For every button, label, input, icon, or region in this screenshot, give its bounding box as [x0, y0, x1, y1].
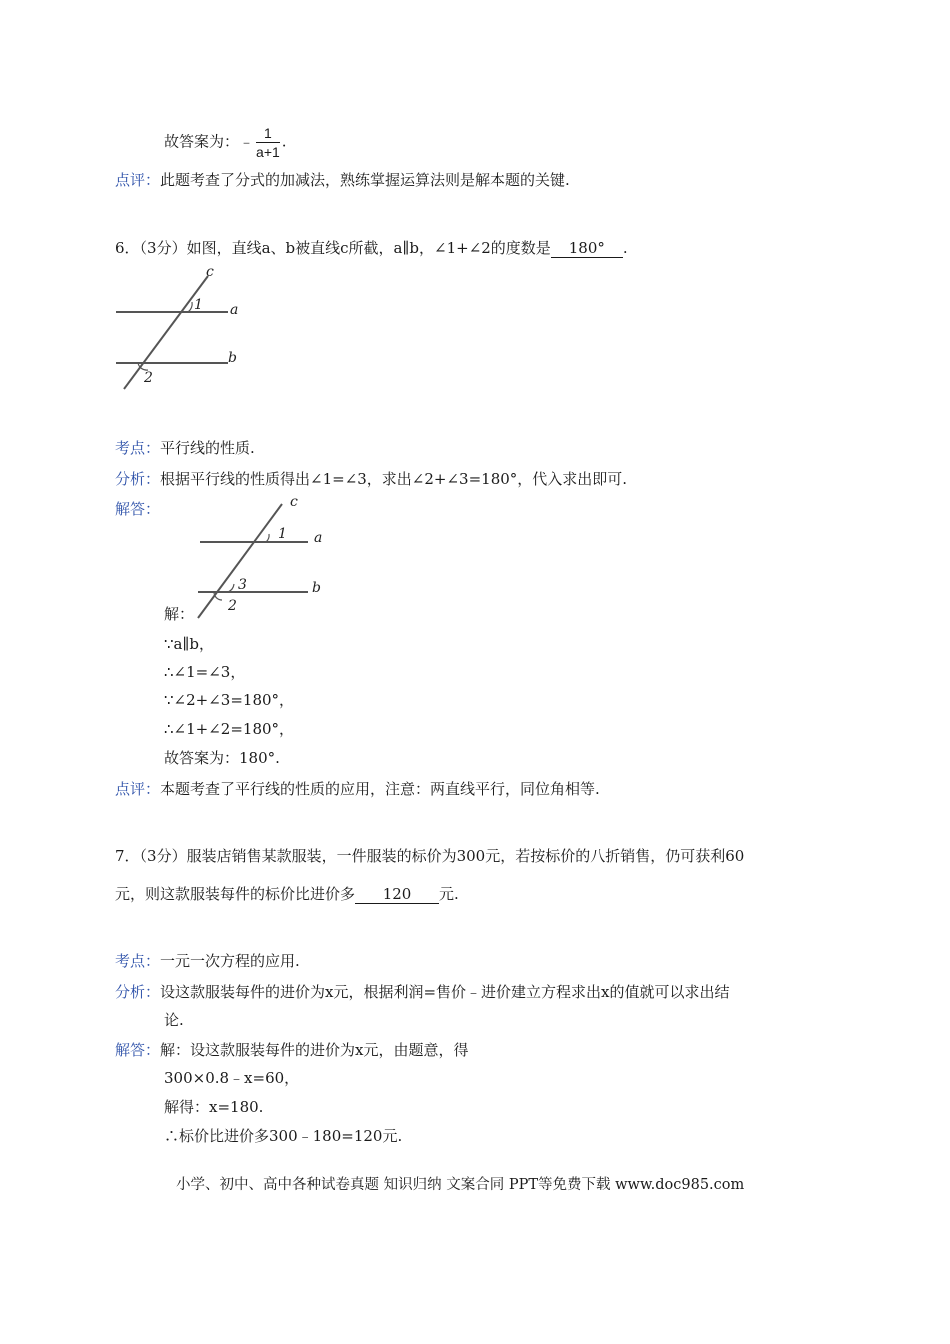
label-1: 1	[278, 526, 287, 542]
q6-jieda-label	[115, 499, 160, 519]
label-a: a	[314, 530, 323, 546]
q6-stem-end: .	[622, 239, 628, 257]
fraction	[256, 124, 280, 161]
comment-text: 此题考查了分式的加减法，熟练掌握运算法则是解本题的关键.	[160, 171, 570, 189]
label-b: b	[228, 350, 237, 366]
label-2: 2	[228, 598, 237, 614]
q6-fenxi	[115, 469, 627, 489]
q7-jieda	[115, 1040, 468, 1060]
q6-stem-text: 6．（3分）如图，直线a、b被直线c所截，a∥b，∠1+∠2的度数是	[115, 239, 551, 257]
angle-1-arc	[266, 534, 269, 542]
answer-suffix: .	[281, 132, 287, 151]
q7-step: 300×0.8﹣x=60，	[164, 1069, 300, 1087]
kaodian-text: 一元一次方程的应用.	[160, 952, 300, 970]
answer-sign: ﹣	[239, 132, 255, 151]
q6-figure-2	[192, 492, 332, 622]
label-c: c	[290, 494, 298, 510]
dianping-text: 本题考查了平行线的性质的应用，注意：两直线平行，同位角相等.	[160, 780, 600, 798]
q6-step: ∵a∥b，	[164, 635, 215, 653]
q7-step: 解：设这款服装每件的进价为x元，由题意，得	[160, 1041, 469, 1059]
q6-step: 解：	[164, 605, 195, 623]
q6-answer-blank: 180°	[551, 239, 623, 258]
angle-3-arc	[228, 584, 234, 592]
q6-dianping	[115, 779, 600, 799]
q6-step: ∴∠1=∠3，	[164, 663, 246, 681]
fenxi-label: 分析：	[115, 470, 161, 488]
q7-stem-line1: 7．（3分）服装店销售某款服装，一件服装的标价为300元，若按标价的八折销售，仍可获利60	[115, 847, 745, 865]
q7-answer-blank: 120	[355, 885, 439, 904]
line-c	[198, 504, 282, 618]
label-2: 2	[144, 370, 153, 386]
q7-step: ∴标价比进价多300﹣180=120元.	[164, 1127, 403, 1145]
q7-step: 解得：x=180.	[164, 1098, 264, 1116]
fraction-numerator: 1	[256, 124, 280, 143]
q7-stem-text: 元，则这款服装每件的标价比进价多	[115, 885, 356, 903]
q6-stem	[115, 238, 628, 258]
fraction-denominator: a+1	[256, 144, 280, 160]
q7-fenxi-line2: 论.	[164, 1011, 184, 1029]
jieda-label: 解答：	[115, 500, 161, 518]
kaodian-label: 考点：	[115, 439, 161, 457]
comment-label: 点评：	[115, 171, 161, 189]
q6-step: ∵∠2+∠3=180°，	[164, 691, 295, 709]
label-c: c	[206, 264, 214, 280]
q7-fenxi	[115, 982, 730, 1002]
kaodian-text: 平行线的性质.	[160, 439, 255, 457]
q6-kaodian	[115, 438, 255, 458]
answer-prefix: 故答案为：	[164, 132, 240, 151]
label-b: b	[312, 580, 321, 596]
fenxi-label: 分析：	[115, 983, 161, 1001]
label-a: a	[230, 302, 239, 318]
q7-stem-line2	[115, 884, 459, 904]
line-c	[124, 276, 208, 389]
kaodian-label: 考点：	[115, 952, 161, 970]
q7-kaodian	[115, 951, 300, 971]
label-1: 1	[194, 297, 203, 313]
answer-line-prev	[164, 124, 287, 161]
q6-figure-1	[108, 262, 268, 394]
page-footer: 小学、初中、高中各种试卷真题 知识归纳 文案合同 PPT等免费下载 www.doc985.com	[176, 1177, 745, 1193]
fenxi-text: 设这款服装每件的进价为x元，根据利润=售价﹣进价建立方程求出x的值就可以求出结	[160, 983, 730, 1001]
q6-step: ∴∠1+∠2=180°，	[164, 720, 295, 738]
jieda-label: 解答：	[115, 1041, 161, 1059]
q7-stem-end: 元.	[439, 885, 459, 903]
label-3: 3	[238, 577, 247, 593]
q6-step: 故答案为：180°.	[164, 749, 280, 767]
dianping-label: 点评：	[115, 780, 161, 798]
fenxi-text: 根据平行线的性质得出∠1=∠3，求出∠2+∠3=180°，代入求出即可.	[160, 470, 628, 488]
comment-prev	[115, 170, 570, 190]
